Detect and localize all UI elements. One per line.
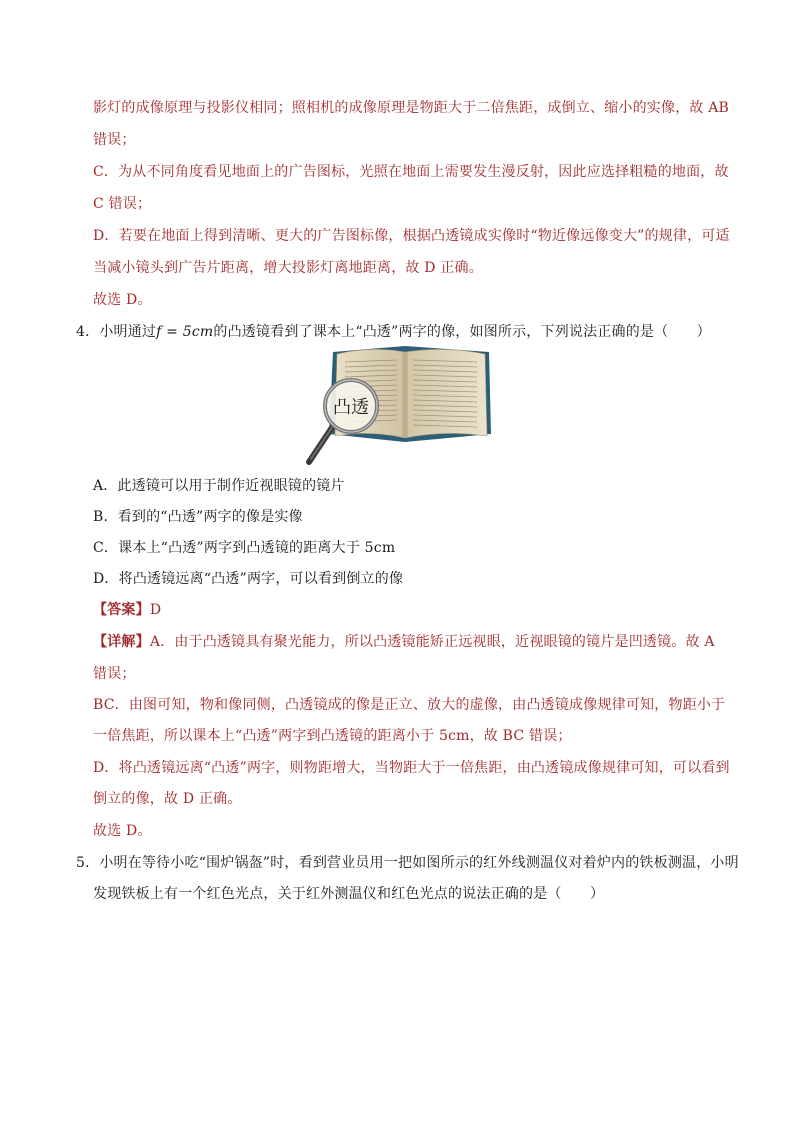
solution-choice: 故选 D。 bbox=[93, 823, 152, 839]
detail-line bbox=[93, 632, 715, 652]
option-d: D．将凸透镜远离“凸透”两字，可以看到倒立的像 bbox=[93, 571, 404, 587]
book-magnifier-illustration bbox=[305, 342, 493, 468]
detail-line: D．将凸透镜远离“凸透”两字，则物距增大，当物距大于一倍焦距，由凸透镜成像规律可知，可以看到 bbox=[93, 760, 730, 776]
question-number: 4． bbox=[76, 324, 100, 340]
question-4-stem bbox=[76, 322, 711, 342]
book-magnifier-figure bbox=[305, 342, 493, 468]
question-stem-part: 小明通过 bbox=[99, 324, 157, 340]
focal-length-formula: f = 5cm bbox=[156, 324, 214, 340]
solution-line: C．为从不同角度看见地面上的广告图标，光照在地面上需要发生漫反射，因此应选择粗糙的地面，故 bbox=[93, 164, 729, 180]
question-number: 5． bbox=[76, 855, 100, 871]
option-c: C．课本上“凸透”两字到凸透镜的距离大于 5cm bbox=[93, 540, 396, 556]
question-5-stem-cont: 发现铁板上有一个红色光点，关于红外测温仪和红色光点的说法正确的是（ ） bbox=[93, 886, 605, 902]
detail-label: 【详解】 bbox=[93, 634, 150, 650]
detail-line: 一倍焦距，所以课本上“凸透”两字到凸透镜的距离小于 5cm，故 BC 错误； bbox=[93, 728, 572, 744]
answer-label: 【答案】 bbox=[93, 602, 150, 618]
option-a: A．此透镜可以用于制作近视眼镜的镜片 bbox=[93, 478, 345, 494]
question-5-stem bbox=[76, 853, 739, 873]
solution-line: D．若要在地面上得到清晰、更大的广告图标像，根据凸透镜成实像时“物近像远像变大”的规律，可适 bbox=[93, 228, 730, 244]
detail-text: A．由于凸透镜具有聚光能力，所以凸透镜能矫正远视眼，近视眼镜的镜片是凹透镜。故 A bbox=[149, 634, 715, 650]
solution-line: 影灯的成像原理与投影仪相同；照相机的成像原理是物距大于二倍焦距，成倒立、缩小的实像，故 AB bbox=[93, 100, 730, 116]
magnified-text: 凸透 bbox=[333, 397, 369, 418]
solution-choice: 故选 D。 bbox=[93, 292, 152, 308]
question-stem-part: 小明在等待小吃“围炉锅盔”时，看到营业员用一把如图所示的红外线测温仪对着炉内的铁板测温，小明 bbox=[99, 855, 739, 871]
solution-line: C 错误； bbox=[93, 196, 152, 212]
question-stem-part: 的凸透镜看到了课本上“凸透”两字的像，如图所示，下列说法正确的是（ ） bbox=[213, 324, 711, 340]
detail-line: BC．由图可知，物和像同侧，凸透镜成的像是正立、放大的虚像，由凸透镜成像规律可知，物距小于 bbox=[93, 697, 726, 713]
answer-value: D bbox=[149, 602, 162, 618]
detail-line: 错误； bbox=[93, 666, 136, 682]
answer-line bbox=[93, 600, 161, 620]
solution-line: 错误； bbox=[93, 132, 136, 148]
detail-line: 倒立的像，故 D 正确。 bbox=[93, 791, 242, 807]
solution-line: 当减小镜头到广告片距离，增大投影灯离地距离，故 D 正确。 bbox=[93, 260, 483, 276]
option-b: B．看到的“凸透”两字的像是实像 bbox=[93, 509, 303, 525]
